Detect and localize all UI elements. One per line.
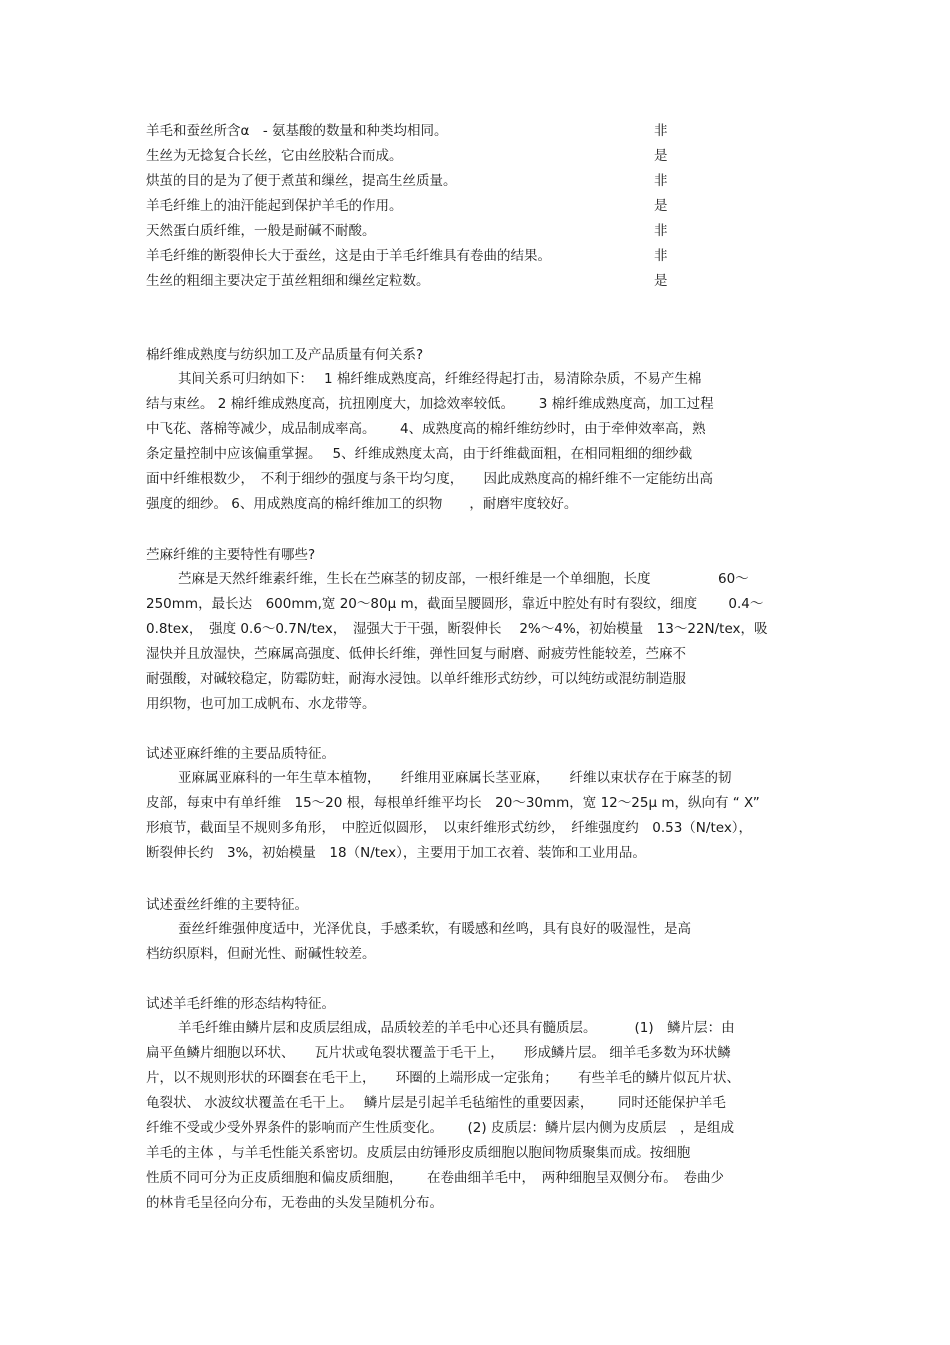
answer-line: 片，以不规则形状的环圈套在毛干上， 环圈的上端形成一定张角； 有些羊毛的鳞片似瓦片状、 <box>146 1070 740 1086</box>
statement: 羊毛和蚕丝所含α - 氨基酸的数量和种类均相同。 <box>146 123 448 139</box>
answer-line: 其间关系可归纳如下： 1 棉纤维成熟度高，纤维经得起打击，易清除杂质，不易产生棉 <box>178 371 702 387</box>
answer-line: 龟裂状、 水波纹状覆盖在毛干上。 鳞片层是引起羊毛毡缩性的重要因素， 同时还能保护羊毛 <box>146 1095 726 1111</box>
answer: 非 <box>654 173 668 189</box>
answer-line: 羊毛纤维由鳞片层和皮质层组成，品质较差的羊毛中心还具有髓质层。 (1) 鳞片层：由 <box>178 1020 735 1036</box>
answer-line: 亚麻属亚麻科的一年生草本植物， 纤维用亚麻属长茎亚麻， 纤维以束状存在于麻茎的韧 <box>178 770 732 786</box>
qa-section-ramie <box>146 543 816 717</box>
question-heading: 试述蚕丝纤维的主要特征。 <box>146 897 308 913</box>
answer-line: 耐强酸，对碱较稳定，防霉防蛀，耐海水浸蚀。以单纤维形式纺纱，可以纯纺或混纺制造服 <box>146 671 686 687</box>
true-false-row <box>146 269 686 293</box>
answer-line: 面中纤维根数少， 不利于细纱的强度与条干均匀度， 因此成熟度高的棉纤维不一定能纺出高 <box>146 471 713 487</box>
answer-line: 档纺织原料，但耐光性、耐碱性较差。 <box>146 946 376 962</box>
true-false-row <box>146 169 686 193</box>
answer: 是 <box>654 273 668 289</box>
answer-line: 强度的细纱。 6、用成熟度高的棉纤维加工的织物 ，耐磨牢度较好。 <box>146 496 578 512</box>
question-heading: 试述亚麻纤维的主要品质特征。 <box>146 746 335 762</box>
answer-line: 的林肯毛呈径向分布，无卷曲的头发呈随机分布。 <box>146 1195 443 1211</box>
answer-line: 性质不同可分为正皮质细胞和偏皮质细胞， 在卷曲细羊毛中， 两种细胞呈双侧分布。 卷曲少 <box>146 1170 725 1186</box>
answer: 是 <box>654 198 668 214</box>
answer-line: 用织物，也可加工成帆布、水龙带等。 <box>146 696 376 712</box>
true-false-row <box>146 119 686 143</box>
answer: 非 <box>654 248 668 264</box>
answer-line: 形痕节，截面呈不规则多角形， 中腔近似圆形， 以束纤维形式纺纱， 纤维强度约 0.53（N/tex）， <box>146 820 753 836</box>
answer: 非 <box>654 223 668 239</box>
answer-line: 条定量控制中应该偏重掌握。 5、纤维成熟度太高，由于纤维截面粗，在相同粗细的细纱截 <box>146 446 693 462</box>
question-heading: 试述羊毛纤维的形态结构特征。 <box>146 996 335 1012</box>
answer-line: 扁平鱼鳞片细胞以环状、 瓦片状或龟裂状覆盖于毛干上， 形成鳞片层。 细羊毛多数为环状鳞 <box>146 1045 731 1061</box>
answer: 非 <box>654 123 668 139</box>
statement: 羊毛纤维上的油汗能起到保护羊毛的作用。 <box>146 198 403 214</box>
true-false-row <box>146 219 686 243</box>
answer-line: 蚕丝纤维强伸度适中，光泽优良，手感柔软，有暖感和丝鸣，具有良好的吸湿性，是高 <box>178 921 691 937</box>
answer-line: 断裂伸长约 3%，初始模量 18（N/tex），主要用于加工衣着、装饰和工业用品。 <box>146 845 646 861</box>
qa-section-flax <box>146 742 816 866</box>
answer-line: 羊毛的主体 ，与羊毛性能关系密切。皮质层由纺锤形皮质细胞以胞间物质聚集而成。按细胞 <box>146 1145 691 1161</box>
statement: 生丝的粗细主要决定于茧丝粗细和缫丝定粒数。 <box>146 273 430 289</box>
answer: 是 <box>654 148 668 164</box>
answer-line: 结与束丝。 2 棉纤维成熟度高，抗扭刚度大，加捻效率较低。 3 棉纤维成熟度高，加工过程 <box>146 396 714 412</box>
answer-line: 纤维不受或少受外界条件的影响而产生性质变化。 (2) 皮质层：鳞片层内侧为皮质层 ，是组成 <box>146 1120 734 1136</box>
answer-line: 250mm，最长达 600mm,宽 20～80μ m，截面呈腰圆形，靠近中腔处有时有裂纹，细度 0.4～ <box>146 596 764 612</box>
statement: 羊毛纤维的断裂伸长大于蚕丝，这是由于羊毛纤维具有卷曲的结果。 <box>146 248 551 264</box>
answer-line: 苎麻是天然纤维素纤维，生长在苎麻茎的韧皮部，一根纤维是一个单细胞，长度 60～ <box>178 571 749 587</box>
qa-section-silk <box>146 893 816 967</box>
true-false-row <box>146 194 686 218</box>
qa-section-cotton <box>146 343 816 517</box>
statement: 生丝为无捻复合长丝，它由丝胶粘合而成。 <box>146 148 403 164</box>
true-false-row <box>146 144 686 168</box>
qa-section-wool <box>146 992 816 1216</box>
question-heading: 苎麻纤维的主要特性有哪些? <box>146 547 316 563</box>
answer-line: 皮部，每束中有单纤维 15～20 根，每根单纤维平均长 20～30mm，宽 12～25μ m，纵向有 “ X” <box>146 795 760 811</box>
statement: 烘茧的目的是为了便于煮茧和缫丝，提高生丝质量。 <box>146 173 457 189</box>
statement: 天然蛋白质纤维，一般是耐碱不耐酸。 <box>146 223 376 239</box>
answer-line: 中飞花、落棉等减少，成品制成率高。 4、成熟度高的棉纤维纺纱时，由于牵伸效率高，熟 <box>146 421 706 437</box>
answer-line: 0.8tex， 强度 0.6～0.7N/tex， 湿强大于干强，断裂伸长 2%～4%，初始模量 13～22N/tex，吸 <box>146 621 768 637</box>
question-heading: 棉纤维成熟度与纺织加工及产品质量有何关系? <box>146 347 424 363</box>
answer-line: 湿快并且放湿快，苎麻属高强度、低伸长纤维，弹性回复与耐磨、耐疲劳性能较差，苎麻不 <box>146 646 686 662</box>
true-false-row <box>146 244 686 268</box>
